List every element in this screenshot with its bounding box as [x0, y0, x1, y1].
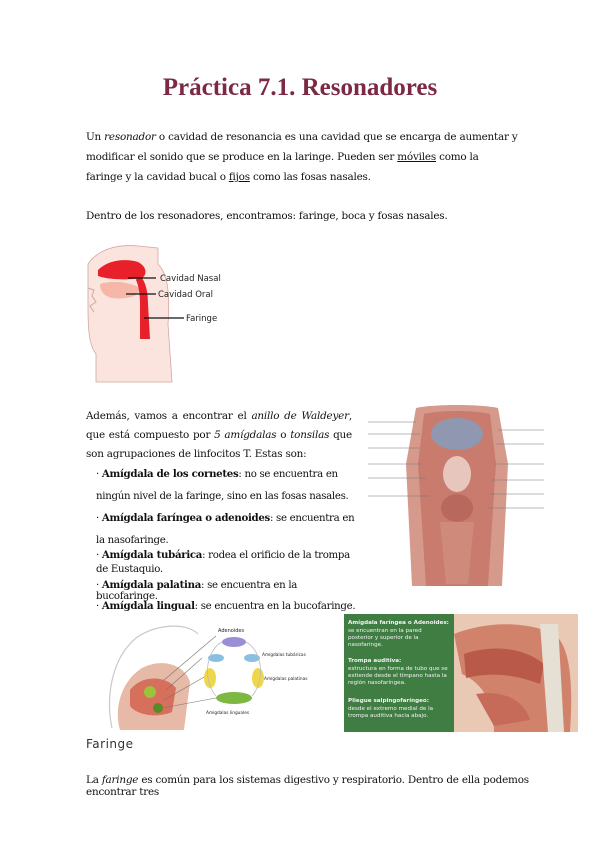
label-palatine-tonsils: Amígdalas palatinas: [264, 677, 308, 682]
waldeyer-paragraph: [86, 407, 352, 464]
resonator-cavities-figure: [88, 244, 220, 382]
tonsil-name: Amígdala lingual: [101, 600, 195, 612]
pharynx-posterior-figure: [364, 404, 550, 586]
text-run-italic: tonsilas: [290, 429, 330, 441]
list-item: · Amígdala palatina: se encuentra en la bucofaringe.: [96, 579, 298, 602]
label-tubal-tonsils: Amígdalas tubáricas: [262, 653, 306, 658]
label-pharynx: Faringe: [186, 314, 218, 324]
tonsil-desc: : se encuentra en la bucofaringe.: [194, 601, 356, 612]
label-oral-cavity: Cavidad Oral: [158, 290, 213, 300]
text-run-italic: anillo de Waldeyer: [251, 410, 349, 422]
text-run-underlined: fijos: [228, 171, 250, 183]
tonsil-name: Amígdala tubárica: [101, 549, 203, 561]
text-run-italic: 5 amígdalas: [214, 429, 277, 441]
text-run: , que está compuesto por: [86, 410, 353, 441]
waldeyer-ring-figure: [106, 620, 308, 740]
text-run: como la faringe y la cavidad bucal o: [86, 151, 479, 183]
text-run-italic: resonador: [104, 131, 156, 143]
section-heading-faringe: Faringe: [86, 737, 134, 751]
text-run: o cavidad de resonancia es una cavidad que se encarga de aumentar y modificar el sonido que se produce en la laringe. Pueden ser: [86, 131, 518, 163]
text-run: Además, vamos a encontrar el: [86, 410, 252, 422]
tonsil-desc: : rodea el orificio de la trompa de Eustaquio.: [96, 550, 350, 575]
list-item: · Amígdala de los cornetes: no se encuentra en ningún nivel de la faringe, sino en las fosas nasales.: [96, 468, 349, 502]
text-run: como las fosas nasales.: [249, 171, 371, 183]
text-run: La: [86, 774, 102, 786]
list-item: · Amígdala faríngea o adenoides: se encuentra en la nasofaringe.: [96, 512, 355, 546]
label-adenoids: Adenoides: [218, 628, 245, 634]
text-run-italic: faringe: [101, 774, 139, 786]
list-item: · Amígdala tubárica: rodea el orificio de la trompa de Eustaquio.: [96, 549, 350, 575]
nasopharynx-figure: [344, 614, 578, 732]
tonsil-desc: : se encuentra en la bucofaringe.: [96, 580, 298, 602]
intro-paragraph: [86, 127, 518, 187]
text-run: que son agrupaciones de linfocitos T. Estas son:: [86, 429, 352, 460]
faringe-paragraph: [86, 774, 556, 798]
list-item: · Amígdala lingual: se encuentra en la bucofaringe.: [96, 600, 356, 612]
text-run: o: [276, 429, 291, 441]
page-title: Práctica 7.1. Resonadores: [162, 74, 438, 101]
tonsil-desc: : no se encuentra en ningún nivel de la faringe, sino en las fosas nasales.: [96, 469, 349, 502]
text-run: es común para los sistemas digestivo y respiratorio. Dentro de ella podemos encontrar tres: [86, 774, 529, 798]
text-run-underlined: móviles: [397, 151, 436, 163]
text-run: Un: [86, 131, 105, 143]
tonsil-desc: : se encuentra en la nasofaringe.: [96, 513, 355, 546]
green-panel-text: Amígdala faríngea o Adenoides: se encuentran en la pared posterior y superior de la nasofaringe. Trompa auditiva: estructura en forma de tubo que se extiende desde el tímpano hasta la región nasofaríngea. Pliegue salpingofaríngeo: desde el extremo medial de la trompa auditiva hacia abajo.: [348, 620, 449, 719]
tonsil-name: Amígdala faríngea o adenoides: [101, 512, 270, 524]
tonsil-name: Amígdala de los cornetes: [101, 468, 239, 480]
resonators-paragraph: Dentro de los resonadores, encontramos: faringe, boca y fosas nasales.: [86, 210, 448, 222]
tonsil-name: Amígdala palatina: [101, 579, 201, 591]
label-nasal-cavity: Cavidad Nasal: [160, 274, 221, 284]
label-lingual-tonsils: Amígdalas linguales: [206, 711, 250, 716]
